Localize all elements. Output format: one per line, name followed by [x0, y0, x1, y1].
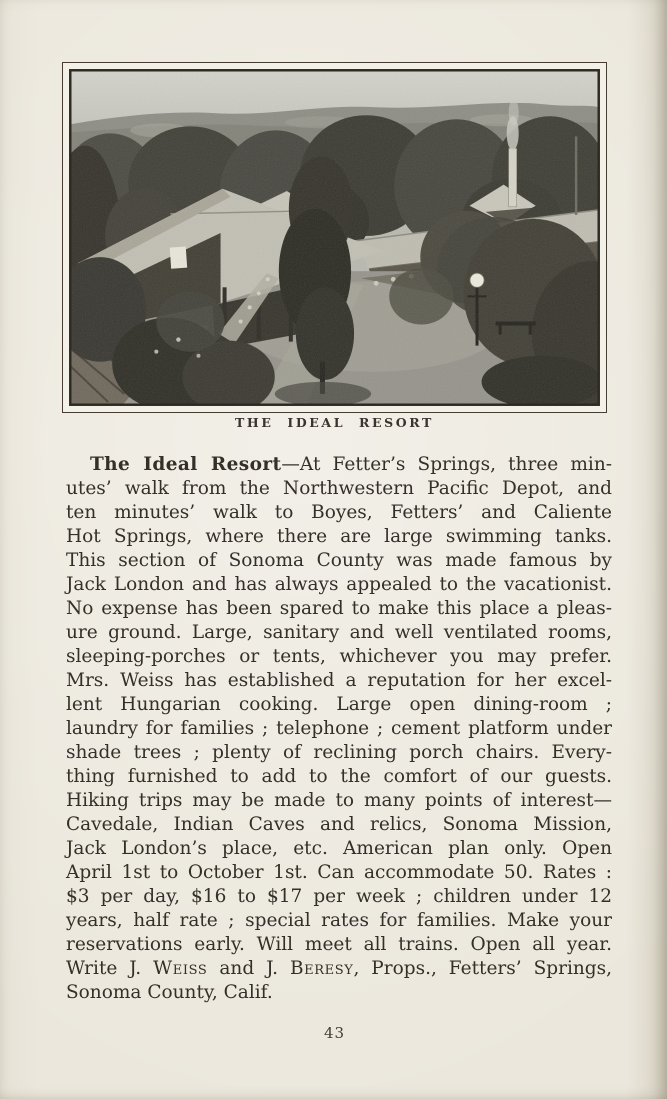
text-line: The Ideal Resort—At Fetter’s Springs, three min- — [90, 454, 612, 475]
text-line: $3 per day, $16 to $17 per week ; children under 12 — [66, 886, 612, 907]
page-number: 43 — [323, 1024, 346, 1042]
text-line: ten minutes’ walk to Boyes, Fetters’ and Caliente — [66, 502, 612, 523]
resort-photo-frame — [62, 62, 607, 413]
resort-photo — [69, 69, 600, 406]
text-line: This section of Sonoma County was made famous by — [66, 550, 612, 571]
text-line: Hot Springs, where there are large swimming tanks. — [66, 526, 612, 547]
text-line: No expense has been spared to make this place a pleas- — [66, 598, 612, 619]
text-line: Jack London and has always appealed to the vacationist. — [66, 574, 612, 595]
text-line: utes’ walk from the Northwestern Pacific Depot, and — [66, 478, 612, 499]
article-text — [66, 453, 612, 1005]
photo-grain — [70, 70, 599, 405]
text-line: reservations early. Will meet all trains. Open all year. — [66, 934, 612, 955]
text-line: April 1st to October 1st. Can accommodate 50. Rates : — [66, 862, 612, 883]
text-line: shade trees ; plenty of reclining porch chairs. Every- — [66, 742, 612, 763]
text-line: Jack London’s place, etc. American plan only. Open — [66, 838, 612, 859]
text-line: Cavedale, Indian Caves and relics, Sonoma Mission, — [66, 814, 612, 835]
resort-photo-illustration — [70, 70, 599, 405]
text-line: Write J. Weiss and J. Beresy, Props., Fetters’ Springs, — [66, 958, 613, 979]
text-line: sleeping-porches or tents, whichever you may prefer. — [66, 646, 612, 667]
text-line: thing furnished to add to the comfort of our guests. — [66, 766, 612, 787]
text-line: years, half rate ; special rates for families. Make your — [66, 910, 612, 931]
text-line: ure ground. Large, sanitary and well ventilated rooms, — [66, 622, 612, 643]
text-line: laundry for families ; telephone ; cement platform under — [66, 718, 612, 739]
text-line: lent Hungarian cooking. Large open dining-room ; — [66, 694, 612, 715]
photo-caption: THE IDEAL RESORT — [235, 415, 434, 430]
text-line: Sonoma County, Calif. — [66, 982, 273, 1003]
text-line: Mrs. Weiss has established a reputation for her excel- — [66, 670, 612, 691]
text-line: Hiking trips may be made to many points of interest— — [66, 790, 612, 811]
